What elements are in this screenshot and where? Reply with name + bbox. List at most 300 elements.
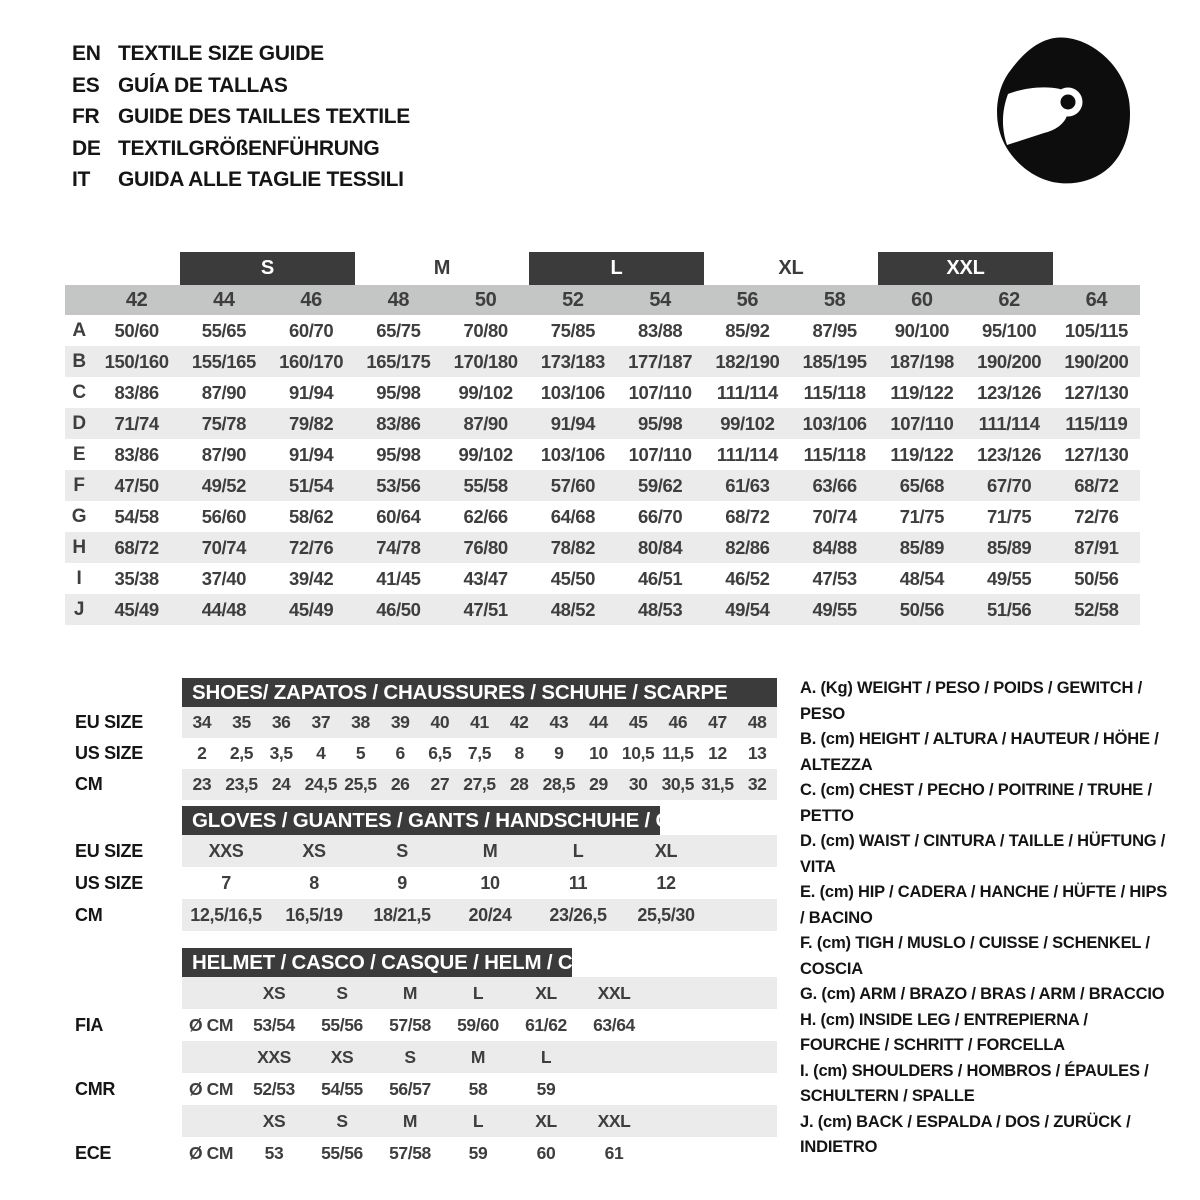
value-cell: S: [396, 840, 408, 861]
helmet-size-label: S: [336, 1110, 348, 1131]
helmet-value-content: [182, 1073, 777, 1105]
size-cell: 123/126: [977, 443, 1042, 465]
helmet-size-label: XS: [262, 982, 286, 1003]
size-cell: 58/62: [288, 505, 334, 527]
size-cell: 57/60: [550, 474, 596, 496]
value-cell: 10: [589, 743, 608, 763]
value-cell: 42: [509, 712, 529, 732]
language-code: EN: [72, 42, 101, 65]
size-group-s: S: [180, 252, 355, 285]
value-cell: 59: [536, 1078, 556, 1099]
gloves-table-title: GLOVES / GUANTES / GANTS / HANDSCHUHE / GUANTI: [182, 806, 660, 835]
size-cell: 127/130: [1064, 381, 1129, 403]
size-cell: 76/80: [463, 536, 508, 558]
language-title: GUÍA DE TALLAS: [118, 73, 288, 97]
size-cell: 45/50: [550, 567, 596, 589]
gloves-size-table: [75, 806, 785, 931]
size-cell: 87/90: [463, 412, 508, 434]
table-row: [65, 470, 1140, 501]
helmet-size-label: L: [472, 982, 484, 1003]
size-cell: 87/90: [201, 443, 247, 465]
value-cell: 31,5: [701, 774, 734, 794]
unit-label: Ø CM: [188, 1142, 234, 1163]
gloves-row: [75, 867, 785, 899]
value-cell: 12: [708, 743, 727, 763]
unit-label: Ø CM: [188, 1078, 234, 1099]
row-letter: B: [72, 350, 86, 372]
size-cell: 46/52: [725, 567, 770, 589]
size-cell: 107/110: [890, 412, 954, 434]
size-cell: 46/50: [376, 598, 421, 620]
helmet-size-header-content: [182, 1105, 777, 1137]
size-cell: 50/56: [899, 598, 945, 620]
value-cell: 10,5: [621, 743, 655, 763]
size-cell: 45/49: [288, 598, 334, 620]
size-cell: 68/72: [725, 505, 770, 527]
value-cell: 11,5: [662, 743, 694, 763]
value-cell: 25,5: [344, 774, 377, 794]
value-cell: 30,5: [661, 774, 695, 794]
size-cell: 37/40: [201, 567, 247, 589]
measurement-legend: [800, 676, 1172, 1161]
size-cell: 83/86: [114, 443, 159, 465]
language-title: GUIDA ALLE TAGLIE TESSILI: [118, 168, 404, 191]
size-cell: 51/56: [986, 598, 1032, 620]
size-cell: 91/94: [288, 381, 334, 403]
row-letter: A: [72, 319, 86, 341]
value-cell: 18/21,5: [373, 904, 431, 925]
row-letter: H: [72, 536, 86, 558]
gloves-row-content: [182, 867, 777, 899]
size-cell: 185/195: [802, 350, 867, 372]
value-cell: 59: [468, 1142, 488, 1163]
value-cell: 30: [628, 774, 648, 794]
size-cell: 39/42: [288, 567, 334, 589]
size-cell: 82/86: [725, 536, 770, 558]
size-cell: 87/90: [201, 381, 247, 403]
size-cell: 48/52: [550, 598, 596, 620]
gloves-row: [75, 899, 785, 931]
row-label: [75, 977, 182, 1009]
size-cell: 59/62: [637, 474, 683, 496]
size-cell: 85/89: [986, 536, 1032, 558]
size-cell: 190/200: [1064, 350, 1129, 372]
size-cell: 165/175: [366, 350, 431, 372]
shoes-cells: [182, 769, 777, 800]
size-cell: 68/72: [1074, 474, 1119, 496]
row-letter: D: [72, 412, 86, 434]
table-row: [65, 594, 1140, 625]
value-cell: 59/60: [457, 1014, 499, 1035]
size-cell: 177/187: [628, 350, 693, 372]
size-cell: 115/118: [803, 381, 866, 403]
size-cell: 75/78: [201, 412, 247, 434]
size-cell: 123/126: [977, 381, 1042, 403]
helmet-size-label: L: [540, 1046, 552, 1067]
size-cell: 95/98: [376, 381, 421, 403]
value-cell: 38: [351, 712, 370, 732]
helmet-size-header-content: [182, 1041, 777, 1073]
value-cell: 3,5: [269, 743, 293, 763]
helmet-size-label: M: [402, 982, 418, 1003]
language-row: [72, 101, 410, 133]
gloves-cells: [182, 899, 710, 931]
gloves-cells: [182, 835, 710, 867]
size-cell: 52/58: [1074, 598, 1119, 620]
size-cell: 44/48: [201, 598, 247, 620]
size-column-header: 42: [125, 288, 148, 311]
value-cell: M: [482, 840, 498, 861]
value-cell: [580, 1073, 648, 1105]
size-cell: 111/114: [716, 381, 778, 403]
size-cell: 43/47: [463, 567, 508, 589]
value-cell: 5: [355, 743, 366, 763]
shoes-table-title: SHOES/ ZAPATOS / CHAUSSURES / SCHUHE / SCARPE: [182, 678, 777, 707]
value-cell: 9: [397, 872, 407, 893]
size-cell: 70/74: [812, 505, 857, 527]
shoes-row-content: [182, 738, 777, 769]
legend-item: J. (cm) BACK / ESPALDA / DOS / ZURÜCK / INDIETRO: [800, 1112, 1131, 1156]
shoes-row-content: [182, 707, 777, 738]
textile-size-table: [65, 252, 1140, 625]
size-cell: 187/198: [889, 350, 954, 372]
size-cell: 95/100: [982, 319, 1037, 341]
value-cell: 35: [232, 712, 251, 732]
size-cell: 83/88: [637, 319, 683, 341]
helmet-size-label: XS: [330, 1046, 354, 1067]
value-cell: 55/56: [321, 1014, 363, 1035]
row-letter: G: [71, 505, 87, 527]
gloves-row-content: [182, 835, 777, 867]
value-cell: 57/58: [389, 1014, 431, 1035]
racing-helmet-icon: [980, 32, 1140, 188]
value-cell: 8: [514, 743, 524, 763]
table-row: [65, 501, 1140, 532]
language-title: TEXTILE SIZE GUIDE: [118, 42, 324, 65]
helmet-size-label: [580, 1041, 648, 1073]
unit-spacer: [182, 1105, 240, 1137]
value-cell: XL: [654, 840, 678, 861]
language-title: GUIDE DES TAILLES TEXTILE: [118, 105, 410, 128]
size-cell: 51/54: [288, 474, 334, 496]
gloves-row: [75, 835, 785, 867]
size-cell: 111/114: [978, 412, 1040, 434]
size-cell: 70/80: [463, 319, 508, 341]
value-cell: 58: [468, 1078, 488, 1099]
size-cell: 107/110: [628, 381, 692, 403]
value-cell: 12,5/16,5: [190, 904, 262, 925]
value-cell: 39: [390, 712, 410, 732]
size-cell: 47/51: [463, 598, 508, 620]
value-cell: 24: [271, 774, 291, 794]
value-cell: 44: [589, 712, 608, 732]
value-cell: 9: [554, 743, 564, 763]
value-cell: L: [572, 840, 584, 861]
size-cell: 80/84: [637, 536, 683, 558]
helmet-size-header-row: [75, 1105, 785, 1137]
standard-label: ECE: [75, 1142, 112, 1163]
value-cell: 6: [395, 743, 405, 763]
size-cell: 54/58: [114, 505, 159, 527]
size-cell: 53/56: [376, 474, 421, 496]
value-cell: 27,5: [463, 774, 496, 794]
language-code: ES: [72, 73, 100, 97]
size-cell: 49/55: [986, 567, 1032, 589]
size-cell: 49/55: [812, 598, 857, 620]
value-cell: 7,5: [467, 743, 492, 763]
language-code: DE: [72, 136, 101, 160]
helmet-value-cells: [182, 1137, 648, 1169]
size-cell: 99/102: [720, 412, 775, 434]
value-cell: 29: [589, 774, 608, 794]
size-cell: 85/89: [899, 536, 945, 558]
unit-label: Ø CM: [188, 1014, 234, 1035]
value-cell: XS: [302, 840, 326, 861]
size-cell: 56/60: [201, 505, 247, 527]
size-cell: 61/63: [725, 474, 770, 496]
size-cell: 83/86: [376, 412, 421, 434]
legend-item: F. (cm) TIGH / MUSLO / CUISSE / SCHENKEL / COSCIA: [800, 934, 1150, 978]
unit-spacer: [182, 977, 240, 1009]
size-cell: 67/70: [986, 474, 1032, 496]
size-column-header: 50: [474, 288, 497, 311]
size-cell: 103/106: [802, 412, 867, 434]
value-cell: 28,5: [542, 774, 576, 794]
size-number-header-row: [65, 285, 1140, 315]
size-cell: 71/74: [114, 412, 159, 434]
size-cell: 48/54: [899, 567, 945, 589]
row-letter: C: [72, 381, 86, 403]
table-row: [65, 439, 1140, 470]
size-cell: 91/94: [288, 443, 334, 465]
shoes-cells: [182, 707, 777, 738]
value-cell: 61: [604, 1142, 624, 1163]
language-row: [72, 38, 410, 70]
row-label: CM: [75, 774, 103, 794]
size-group-m: M: [433, 257, 451, 279]
size-cell: 49/52: [201, 474, 247, 496]
size-cell: 182/190: [715, 350, 780, 372]
row-letter: E: [72, 443, 86, 465]
language-row: [72, 133, 410, 165]
value-cell: 10: [480, 872, 500, 893]
value-cell: 12: [656, 872, 676, 893]
shoes-size-table: [75, 678, 785, 800]
size-cell: 60/70: [288, 319, 334, 341]
value-cell: 61/62: [525, 1014, 567, 1035]
helmet-size-header-cells: [182, 977, 648, 1009]
size-cell: 160/170: [279, 350, 344, 372]
helmet-size-header-cells: [182, 1041, 648, 1073]
size-cell: 99/102: [458, 381, 513, 403]
value-cell: 60: [536, 1142, 556, 1163]
legend-item: H. (cm) INSIDE LEG / ENTREPIERNA / FOURCHE / SCHRITT / FORCELLA: [800, 1010, 1088, 1054]
size-cell: 60/64: [376, 505, 421, 527]
size-cell: 119/122: [890, 443, 954, 465]
size-cell: 150/160: [104, 350, 169, 372]
size-column-header: 60: [911, 288, 933, 311]
value-cell: 23,5: [225, 774, 258, 794]
size-cell: 111/114: [716, 443, 778, 465]
size-cell: 65/68: [899, 474, 945, 496]
value-cell: 55/56: [321, 1142, 363, 1163]
size-column-header: 54: [649, 288, 671, 311]
helmet-size-label: S: [404, 1046, 416, 1067]
helmet-table-body: [75, 977, 785, 1169]
size-cell: 95/98: [376, 443, 421, 465]
value-cell: 32: [747, 774, 767, 794]
value-cell: 6,5: [428, 743, 452, 763]
row-label: CM: [75, 904, 103, 925]
helmet-size-label: XXS: [257, 1046, 291, 1067]
legend-item: G. (cm) ARM / BRAZO / BRAS / ARM / BRACCIO: [800, 985, 1165, 1003]
row-label: US SIZE: [75, 743, 143, 763]
language-row: [72, 164, 410, 196]
size-cell: 127/130: [1064, 443, 1129, 465]
value-cell: 57/58: [389, 1142, 431, 1163]
helmet-size-label: L: [472, 1110, 484, 1131]
legend-item: I. (cm) SHOULDERS / HOMBROS / ÉPAULES / SCHULTERN / SPALLE: [800, 1061, 1149, 1105]
size-cell: 119/122: [890, 381, 954, 403]
helmet-size-label: XL: [535, 982, 557, 1003]
size-cell: 79/82: [288, 412, 334, 434]
value-cell: 41: [470, 712, 489, 732]
helmet-size-header-row: [75, 977, 785, 1009]
size-cell: 173/183: [540, 350, 605, 372]
legend-item: B. (cm) HEIGHT / ALTURA / HAUTEUR / HÖHE / ALTEZZA: [800, 730, 1159, 774]
standard-label: FIA: [75, 1014, 104, 1035]
helmet-value-cells: [182, 1073, 648, 1105]
size-cell: 75/85: [550, 319, 596, 341]
size-cell: 155/165: [191, 350, 256, 372]
legend-item: C. (cm) CHEST / PECHO / POITRINE / TRUHE / PETTO: [800, 781, 1152, 825]
size-cell: 70/74: [201, 536, 247, 558]
value-cell: 4: [316, 743, 326, 763]
size-cell: 55/65: [201, 319, 247, 341]
size-cell: 83/86: [114, 381, 159, 403]
language-row: [72, 70, 410, 102]
helmet-value-row: [75, 1009, 785, 1041]
size-cell: 55/58: [463, 474, 508, 496]
table-row: [65, 408, 1140, 439]
size-cell: 170/180: [453, 350, 518, 372]
shoes-table-body: [75, 707, 785, 800]
size-cell: 66/70: [637, 505, 683, 527]
size-cell: 115/118: [803, 443, 866, 465]
table-row: [65, 315, 1140, 346]
value-cell: 2,5: [229, 743, 254, 763]
size-cell: 49/54: [725, 598, 770, 620]
language-title: TEXTILGRÖßENFÜHRUNG: [118, 136, 380, 160]
row-label: [75, 1105, 182, 1137]
value-cell: 8: [309, 872, 319, 893]
size-cell: 71/75: [986, 505, 1032, 527]
helmet-value-content: [182, 1009, 777, 1041]
value-cell: 37: [311, 712, 331, 732]
shoes-row-content: [182, 769, 777, 800]
value-cell: 26: [390, 774, 410, 794]
value-cell: 53/54: [253, 1014, 295, 1035]
value-cell: 47: [708, 712, 727, 732]
gloves-table-body: [75, 835, 785, 931]
table-row: [65, 532, 1140, 563]
value-cell: 25,5/30: [637, 904, 695, 925]
value-cell: 40: [430, 712, 450, 732]
value-cell: XXS: [208, 840, 244, 861]
legend-item: D. (cm) WAIST / CINTURA / TAILLE / HÜFTUNG / VITA: [800, 832, 1166, 876]
language-code: FR: [72, 105, 100, 128]
value-cell: 52/53: [253, 1078, 295, 1099]
size-cell: 35/38: [114, 567, 159, 589]
table-row: [65, 377, 1140, 408]
racing-helmet-icon-svg: [980, 32, 1140, 188]
table-row: [65, 346, 1140, 377]
helmet-value-cells: [182, 1009, 648, 1041]
size-table-body: [65, 315, 1140, 625]
size-cell: 91/94: [550, 412, 596, 434]
size-column-header: 44: [213, 288, 235, 311]
size-column-header: 58: [823, 288, 846, 311]
value-cell: 34: [192, 712, 212, 732]
size-cell: 87/95: [812, 319, 857, 341]
row-letter: F: [73, 474, 85, 496]
value-cell: 53: [264, 1142, 284, 1163]
value-cell: 36: [271, 712, 291, 732]
size-cell: 78/82: [550, 536, 596, 558]
size-cell: 84/88: [812, 536, 857, 558]
size-cell: 65/75: [376, 319, 421, 341]
value-cell: 2: [197, 743, 207, 763]
helmet-table-title: HELMET / CASCO / CASQUE / HELM / CASCO: [182, 948, 572, 977]
value-cell: 23/26,5: [549, 904, 607, 925]
size-cell: 85/92: [725, 319, 770, 341]
size-cell: 64/68: [550, 505, 596, 527]
shoes-row: [75, 707, 785, 738]
size-cell: 50/56: [1074, 567, 1119, 589]
language-title-block: [72, 38, 410, 196]
helmet-size-label: S: [336, 982, 348, 1003]
helmet-size-label: XXL: [597, 982, 631, 1003]
table-row: [65, 563, 1140, 594]
value-cell: 20/24: [468, 904, 512, 925]
language-code: IT: [72, 168, 91, 191]
value-cell: 7: [221, 872, 231, 893]
row-label: US SIZE: [75, 872, 143, 893]
size-cell: 99/102: [458, 443, 513, 465]
size-column-header: 62: [998, 288, 1020, 311]
value-cell: 16,5/19: [285, 904, 343, 925]
size-cell: 72/76: [288, 536, 334, 558]
size-cell: 68/72: [114, 536, 159, 558]
row-letter: I: [76, 567, 82, 589]
size-group-xxl: XXL: [878, 252, 1053, 285]
value-cell: 43: [549, 712, 569, 732]
helmet-size-label: M: [402, 1110, 418, 1131]
helmet-size-label: M: [470, 1046, 486, 1067]
row-label: EU SIZE: [75, 840, 143, 861]
size-group-row: [65, 252, 1140, 285]
row-label: EU SIZE: [75, 712, 143, 732]
value-cell: 54/55: [321, 1078, 363, 1099]
gloves-row-content: [182, 899, 777, 931]
size-cell: 71/75: [899, 505, 945, 527]
row-label: [75, 1041, 182, 1073]
helmet-size-header-content: [182, 977, 777, 1009]
shoes-cells: [182, 738, 777, 769]
size-group-l: L: [529, 252, 704, 285]
value-cell: 27: [430, 774, 450, 794]
size-column-header: 48: [387, 288, 410, 311]
